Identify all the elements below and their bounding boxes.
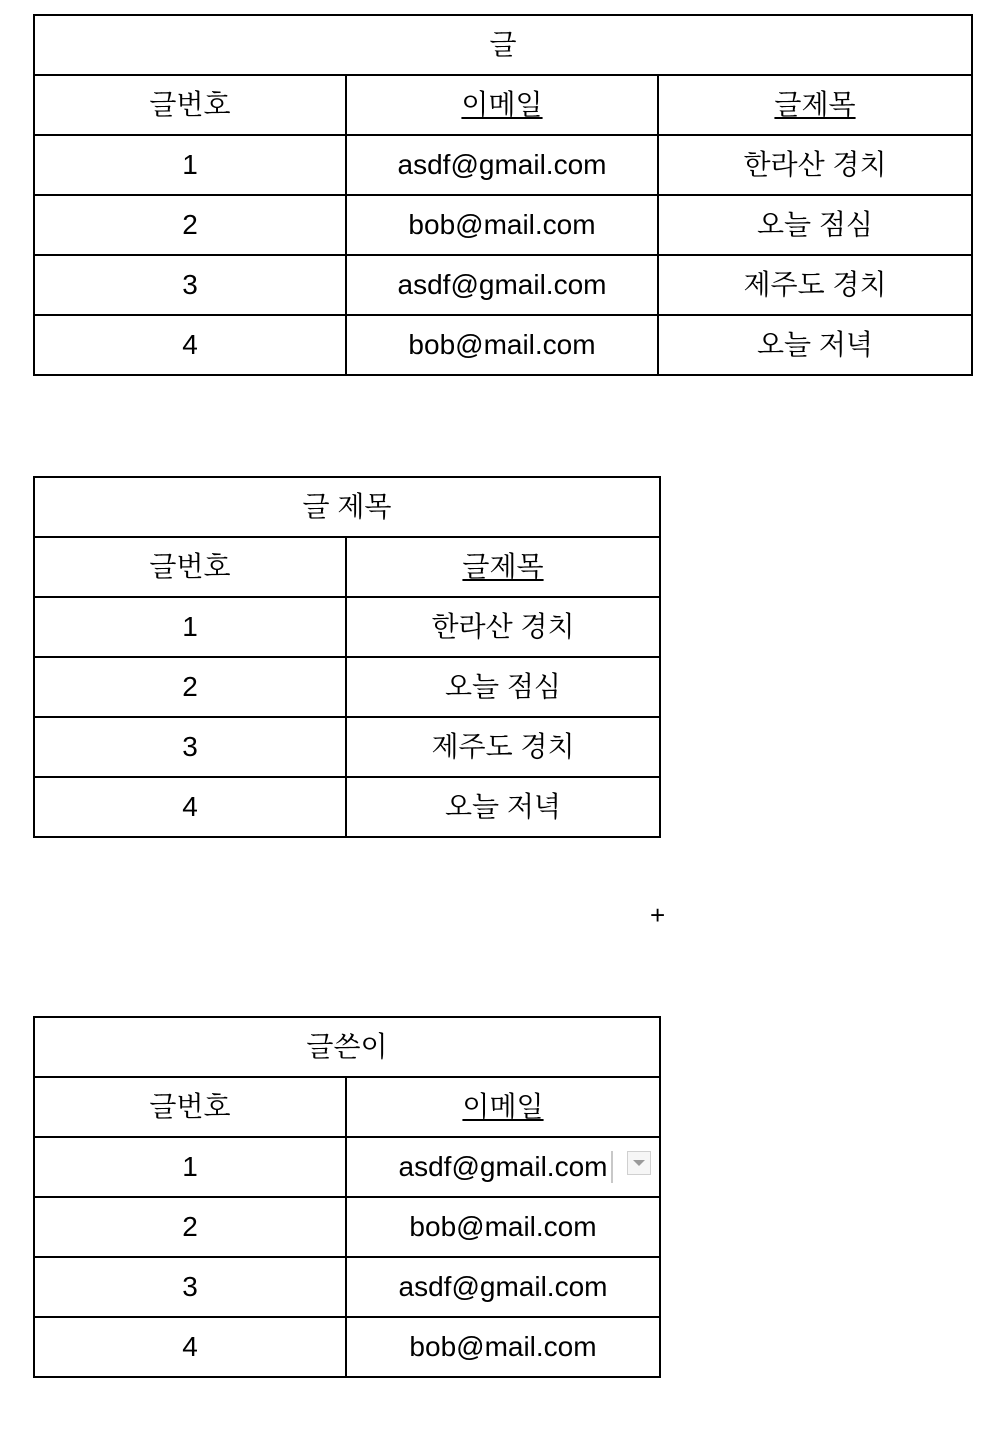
header-cell-email[interactable]: 이메일	[346, 1077, 660, 1137]
plus-sign: +	[650, 900, 666, 930]
table-cell[interactable]: bob@mail.com	[346, 1197, 660, 1257]
table-cell[interactable]: 오늘 저녁	[658, 315, 972, 375]
header-cell-post-number[interactable]: 글번호	[34, 75, 346, 135]
table-row	[34, 1197, 660, 1257]
table-cell[interactable]: 4	[34, 315, 346, 375]
table-title-row	[34, 1017, 660, 1077]
table-cell[interactable]: 오늘 점심	[658, 195, 972, 255]
table-row	[34, 135, 972, 195]
table-row	[34, 657, 660, 717]
table-cell[interactable]: 2	[34, 195, 346, 255]
header-cell-post-number[interactable]: 글번호	[34, 537, 346, 597]
post-title-table	[33, 476, 661, 838]
text-cursor	[611, 1151, 613, 1183]
table-cell[interactable]: 2	[34, 657, 346, 717]
table-cell[interactable]: 오늘 점심	[346, 657, 660, 717]
header-cell-post-number[interactable]: 글번호	[34, 1077, 346, 1137]
table-row	[34, 777, 660, 837]
header-cell-post-title[interactable]: 글제목	[346, 537, 660, 597]
table-header-row	[34, 537, 660, 597]
table-row	[34, 1317, 660, 1377]
table-row	[34, 195, 972, 255]
table-cell[interactable]: 3	[34, 717, 346, 777]
table-cell[interactable]: asdf@gmail.com	[346, 135, 658, 195]
table-cell[interactable]: bob@mail.com	[346, 1317, 660, 1377]
author-table	[33, 1016, 661, 1378]
table-cell[interactable]: 3	[34, 1257, 346, 1317]
table-cell[interactable]: 4	[34, 1317, 346, 1377]
table-cell-active[interactable]	[346, 1137, 660, 1197]
table-row	[34, 255, 972, 315]
table-header-row	[34, 1077, 660, 1137]
table-cell[interactable]: 한라산 경치	[658, 135, 972, 195]
table-row	[34, 315, 972, 375]
header-cell-email[interactable]: 이메일	[346, 75, 658, 135]
table-title[interactable]: 글쓴이	[34, 1017, 660, 1077]
table-title-row	[34, 15, 972, 75]
table-cell[interactable]: asdf@gmail.com	[346, 255, 658, 315]
table-cell[interactable]: 2	[34, 1197, 346, 1257]
table-cell[interactable]: 오늘 저녁	[346, 777, 660, 837]
chevron-down-icon[interactable]	[627, 1151, 651, 1175]
active-cell-text: asdf@gmail.com	[398, 1151, 608, 1182]
post-table	[33, 14, 973, 376]
table-cell[interactable]: 3	[34, 255, 346, 315]
table-cell[interactable]: 제주도 경치	[658, 255, 972, 315]
table-cell[interactable]: 제주도 경치	[346, 717, 660, 777]
active-cell-text-wrap	[399, 1153, 608, 1181]
table-row	[34, 1137, 660, 1197]
table-title[interactable]: 글	[34, 15, 972, 75]
table-row	[34, 1257, 660, 1317]
table-row	[34, 597, 660, 657]
table-cell[interactable]: bob@mail.com	[346, 315, 658, 375]
table-cell[interactable]: 한라산 경치	[346, 597, 660, 657]
header-cell-post-title[interactable]: 글제목	[658, 75, 972, 135]
table-title[interactable]: 글 제목	[34, 477, 660, 537]
table-cell[interactable]: 4	[34, 777, 346, 837]
table-cell[interactable]: 1	[34, 597, 346, 657]
table-header-row	[34, 75, 972, 135]
table-cell[interactable]: asdf@gmail.com	[346, 1257, 660, 1317]
table-title-row	[34, 477, 660, 537]
table-cell[interactable]: bob@mail.com	[346, 195, 658, 255]
table-cell[interactable]: 1	[34, 135, 346, 195]
table-row	[34, 717, 660, 777]
table-cell[interactable]: 1	[34, 1137, 346, 1197]
